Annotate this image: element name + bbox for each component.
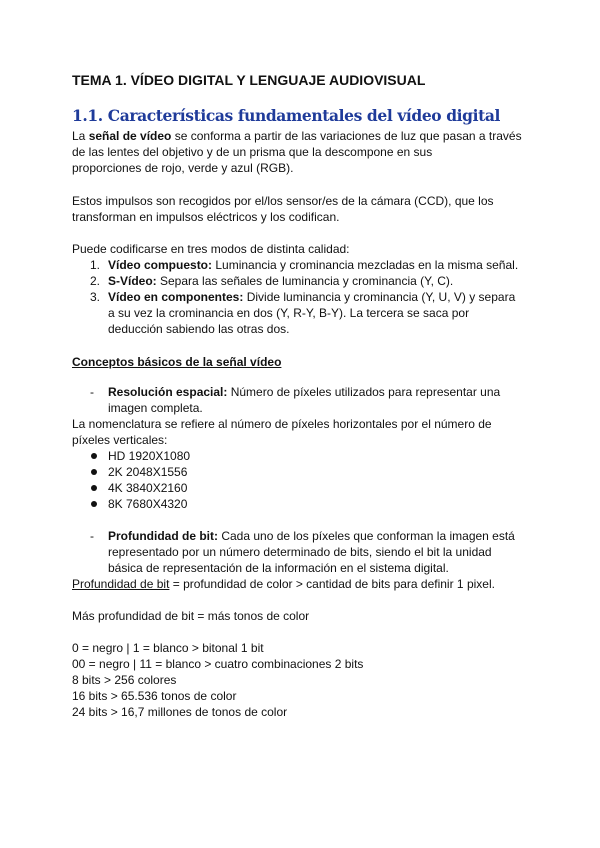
paragraph-line: transforman en impulsos eléctricos y los codifican.: [72, 210, 340, 224]
paragraph-line: La nomenclatura se refiere al número de píxeles horizontales por el número de: [72, 417, 492, 431]
list-item: S-Vídeo: Separa las señales de luminancia y crominancia (Y, C).: [108, 274, 454, 288]
list-item: 8K 7680X4320: [108, 497, 188, 511]
paragraph-line: de las lentes del objetivo y de un prisma que la descompone en sus: [72, 145, 433, 159]
list-item: 2K 2048X1556: [108, 465, 188, 479]
bullet-icon: [91, 453, 97, 459]
dash-bullet: -: [90, 385, 94, 399]
list-item: Vídeo en componentes: Divide luminancia y crominancia (Y, U, V) y separa: [108, 290, 516, 304]
list-item: 4K 3840X2160: [108, 481, 188, 495]
bullet-icon: [91, 501, 97, 507]
bit-depth-item-line: básica de representación de la información en el sistema digital.: [108, 561, 449, 575]
bullet-icon: [91, 485, 97, 491]
example-line: 00 = negro | 11 = blanco > cuatro combinaciones 2 bits: [72, 657, 364, 671]
bold-term: señal de vídeo: [88, 129, 172, 143]
list-number: 1.: [90, 258, 101, 272]
concepts-heading: Conceptos básicos de la señal vídeo: [72, 355, 282, 369]
list-item-line: a su vez la crominancia en dos (Y, R-Y, B-Y). La tercera se saca por: [108, 306, 470, 320]
paragraph-line: Puede codificarse en tres modos de distinta calidad:: [72, 242, 350, 256]
page-title: TEMA 1. VÍDEO DIGITAL Y LENGUAJE AUDIOVISUAL: [72, 72, 426, 88]
list-item: Vídeo compuesto: Luminancia y crominancia mezcladas en la misma señal.: [108, 258, 519, 272]
paragraph-line: píxeles verticales:: [72, 433, 168, 447]
resolution-item-line: imagen completa.: [108, 401, 203, 415]
bit-depth-item-line: representado por un número determinado de bits, siendo el bit la unidad: [108, 545, 492, 559]
example-line: 0 = negro | 1 = blanco > bitonal 1 bit: [72, 641, 264, 655]
definition-line: Profundidad de bit = profundidad de color > cantidad de bits para definir 1 pixel.: [72, 577, 495, 591]
example-line: 24 bits > 16,7 millones de tonos de color: [72, 705, 288, 719]
list-item-line: deducción sabiendo las otras dos.: [108, 322, 290, 336]
bullet-icon: [91, 469, 97, 475]
paragraph-line: proporciones de rojo, verde y azul (RGB).: [72, 161, 294, 175]
example-line: 8 bits > 256 colores: [72, 673, 177, 687]
resolution-item: Resolución espacial: Número de píxeles utilizados para representar una: [108, 385, 501, 399]
dash-bullet: -: [90, 529, 94, 543]
bit-depth-item: Profundidad de bit: Cada uno de los píxeles que conforman la imagen está: [108, 529, 515, 543]
list-item: HD 1920X1080: [108, 449, 191, 463]
paragraph-line: La señal de vídeo se conforma a partir de las variaciones de luz que pasan a través: [72, 129, 522, 143]
list-number: 3.: [90, 290, 101, 304]
section-title: 1.1. Características fundamentales del vídeo digital: [72, 106, 500, 125]
paragraph-line: Más profundidad de bit = más tonos de color: [72, 609, 310, 623]
example-line: 16 bits > 65.536 tonos de color: [72, 689, 237, 703]
list-number: 2.: [90, 274, 101, 288]
paragraph-line: Estos impulsos son recogidos por el/los sensor/es de la cámara (CCD), que los: [72, 194, 494, 208]
